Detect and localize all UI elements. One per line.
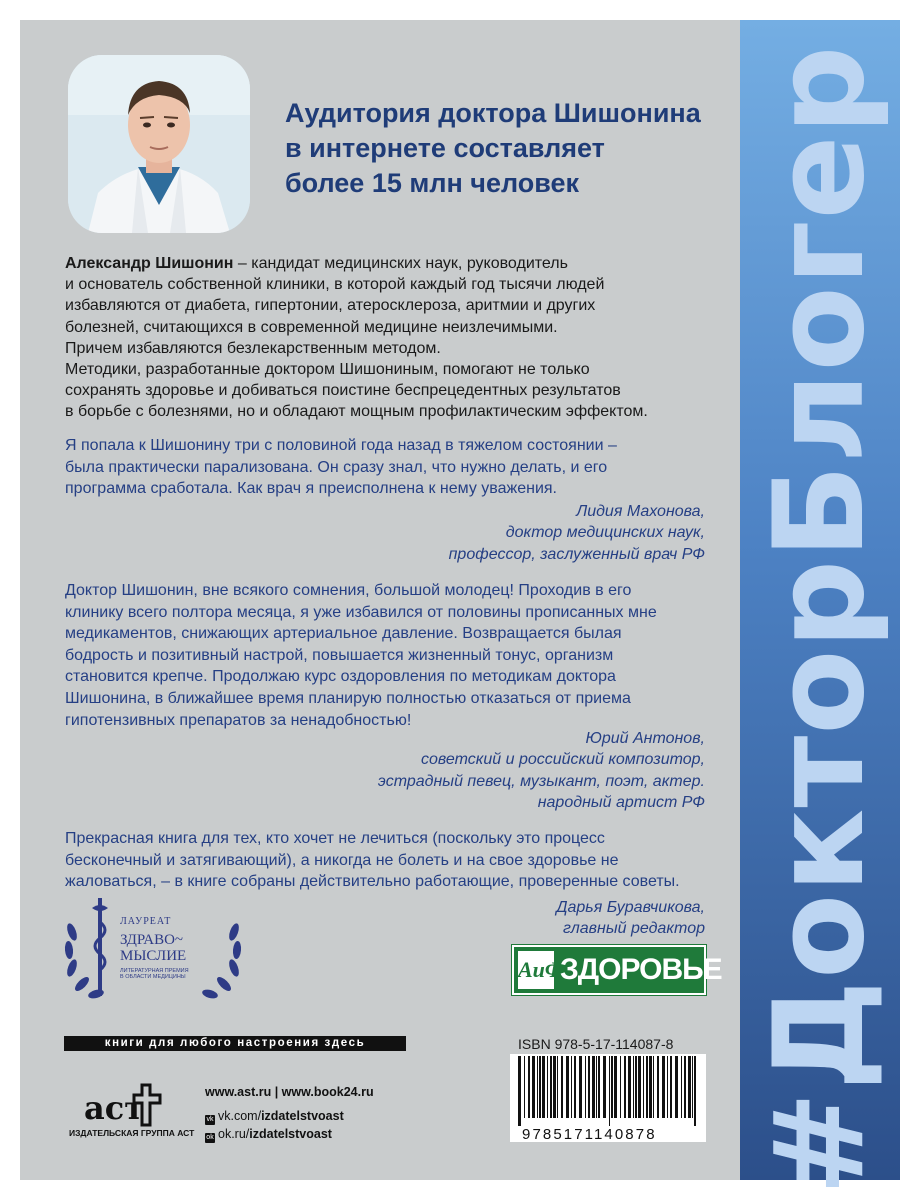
- quote-line: бесконечный и затягивающий), а никогда не болеть и на свое здоровье не: [65, 851, 619, 869]
- vk-link-prefix: vk.com/: [218, 1109, 262, 1123]
- headline-line: более 15 млн человек: [285, 168, 580, 198]
- testimonial-2: [65, 580, 715, 731]
- publisher-websites: www.ast.ru | www.book24.ru: [205, 1085, 374, 1099]
- barcode-bar: [667, 1056, 668, 1118]
- testimonial-2-signature: [378, 728, 705, 814]
- signature-line: советский и российский композитор,: [421, 751, 705, 769]
- barcode-bar: [611, 1056, 613, 1118]
- ast-logo: [84, 1083, 174, 1132]
- barcode-bar: [635, 1056, 637, 1118]
- signature-line: доктор медицинских наук,: [505, 524, 705, 542]
- author-bio: [65, 253, 715, 423]
- testimonial-3: [65, 828, 715, 893]
- vk-icon: vk: [206, 1116, 214, 1123]
- quote-line: Прекрасная книга для тех, кто хочет не лечиться (поскольку это процесс: [65, 830, 605, 847]
- publisher-links: [205, 1085, 374, 1145]
- ok-link-handle: izdatelstvoast: [249, 1127, 332, 1141]
- quote-line: Шишонина, в ближайшее время планирую полностью отказаться от приема: [65, 689, 631, 707]
- barcode-bar: [524, 1056, 525, 1118]
- bio-line: и основатель собственной клиники, в которой каждый год тысячи людей: [65, 276, 605, 294]
- quote-line: бодрость и позитивный настрой, повышается жизненный тонус, организм: [65, 646, 614, 664]
- spine-hashtag: #ДокторБлогер: [748, 44, 892, 1196]
- isbn-text: ISBN 978-5-17-114087-8: [518, 1036, 674, 1052]
- quote-line: Я попала к Шишонину три с половиной года назад в тяжелом состоянии –: [65, 437, 617, 454]
- barcode-bar: [624, 1056, 626, 1118]
- award-name-line: МЫСЛИЕ: [120, 948, 187, 964]
- bio-line: избавляются от диабета, гипертонии, атеросклероза, аритмии и других: [65, 297, 596, 315]
- barcode-bar: [553, 1056, 556, 1118]
- barcode-bar: [557, 1056, 558, 1118]
- barcode-bar: [684, 1056, 686, 1118]
- aif-logo-mark: АиФ: [518, 951, 554, 989]
- barcode-bar: [539, 1056, 541, 1118]
- vk-link[interactable]: [205, 1109, 374, 1127]
- aif-zdorovie-logo: [512, 945, 722, 995]
- barcode-bar: [528, 1056, 530, 1118]
- barcode-bar: [620, 1056, 621, 1118]
- barcode-bar: [579, 1056, 582, 1118]
- author-name: Александр Шишонин: [65, 255, 234, 272]
- barcode-bar: [628, 1056, 631, 1118]
- barcode-bar: [598, 1056, 600, 1118]
- barcode-bar: [643, 1056, 644, 1118]
- quote-line: программа сработала. Как врач я преисполнена к нему уважения.: [65, 480, 557, 498]
- barcode-bars: [510, 1054, 706, 1126]
- quote-line: гипотензивных препаратов за ненадобностью!: [65, 711, 412, 729]
- barcode-bar: [566, 1056, 569, 1118]
- barcode-bar: [571, 1056, 572, 1118]
- barcode-bar: [657, 1056, 659, 1118]
- barcode-bar: [649, 1056, 652, 1118]
- barcode-bar: [662, 1056, 665, 1118]
- barcode-bar: [596, 1056, 597, 1118]
- headline-line: Аудитория доктора Шишонина: [285, 98, 701, 128]
- spine-band: [740, 20, 900, 1196]
- headline-line: в интернете составляет: [285, 133, 605, 163]
- bio-line: Причем избавляются безлекарственным методом.: [65, 339, 441, 357]
- quote-line: медикаментов, снижающих артериальное давление. Возвращается былая: [65, 625, 622, 643]
- barcode-bar: [518, 1056, 521, 1126]
- barcode-bar: [588, 1056, 590, 1118]
- headline: [285, 96, 705, 201]
- ok-link[interactable]: [205, 1127, 374, 1145]
- award-desc-line: В ОБЛАСТИ МЕДИЦИНЫ: [120, 974, 186, 980]
- barcode-number: 9785171140878: [522, 1126, 657, 1143]
- barcode-bar: [653, 1056, 654, 1118]
- quote-line: жаловаться, – в книге собраны действительно работающие, проверенные советы.: [65, 873, 680, 891]
- barcode-bar: [585, 1056, 586, 1118]
- barcode-bar: [592, 1056, 595, 1118]
- signature-line: главный редактор: [563, 920, 705, 938]
- barcode-bar: [614, 1056, 617, 1118]
- barcode-bar: [681, 1056, 682, 1118]
- barcode-bar: [692, 1056, 693, 1118]
- barcode-bar: [646, 1056, 648, 1118]
- barcode-bar: [603, 1056, 606, 1118]
- barcode-bar: [675, 1056, 678, 1118]
- award-text: [120, 916, 189, 980]
- slogan-strip: книги для любого настроения здесь: [64, 1036, 406, 1051]
- aif-logo-word: ЗДОРОВЬЕ: [560, 953, 722, 986]
- award-laureate: ЛАУРЕАТ: [120, 916, 172, 927]
- bio-text: – кандидат медицинских наук, руководитель: [233, 255, 568, 272]
- barcode-bar: [547, 1056, 548, 1118]
- barcode-bar: [688, 1056, 691, 1118]
- barcode-bar: [633, 1056, 634, 1118]
- testimonial-1-signature: [449, 501, 705, 565]
- award-name-line: ЗДРАВО~: [120, 932, 184, 948]
- barcode-bar: [694, 1056, 696, 1126]
- barcode-bar: [638, 1056, 641, 1118]
- barcode-bar: [574, 1056, 576, 1118]
- barcode-bar: [609, 1056, 610, 1126]
- barcode-bar: [670, 1056, 672, 1118]
- quote-line: Доктор Шишонин, вне всякого сомнения, большой молодец! Проходив в его: [65, 582, 632, 599]
- quote-line: клинику всего полтора месяца, я уже избавился от половины прописанных мне: [65, 603, 657, 621]
- bio-line: болезней, считающихся в современной медицине неизлечимыми.: [65, 318, 558, 336]
- bio-line: в борьбе с болезнями, но и обладают мощным профилактическим эффектом.: [65, 403, 648, 421]
- signature-line: профессор, заслуженный врач РФ: [448, 545, 705, 563]
- barcode-bar: [561, 1056, 563, 1118]
- testimonial-1: [65, 435, 715, 500]
- testimonial-3-signature: [556, 897, 705, 940]
- bio-line: Методики, разработанные доктором Шишониным, помогают не только: [65, 361, 590, 379]
- barcode-bar: [542, 1056, 545, 1118]
- publisher-name: ИЗДАТЕЛЬСКАЯ ГРУППА АСТ: [69, 1128, 195, 1138]
- barcode-bar: [532, 1056, 535, 1118]
- signature-line: Дарья Буравчикова,: [556, 899, 705, 916]
- quote-line: была практически парализована. Он сразу знал, что нужно делать, и его: [65, 458, 608, 476]
- signature-line: эстрадный певец, музыкант, поэт, актер.: [377, 772, 705, 790]
- bio-line: сохранять здоровье и добиваться поистине беспрецедентных результатов: [65, 382, 621, 400]
- ast-logo-text: аст: [84, 1089, 145, 1127]
- signature-line: Лидия Махонова,: [576, 503, 705, 520]
- barcode-bar: [550, 1056, 552, 1118]
- award-desc-line: ЛИТЕРАТУРНАЯ ПРЕМИЯ: [120, 968, 189, 974]
- author-photo: [68, 55, 250, 233]
- ok-link-prefix: ok.ru/: [218, 1127, 250, 1141]
- quote-line: становится крепче. Продолжаю курс оздоровления по методикам доктора: [65, 668, 616, 686]
- vk-link-handle: izdatelstvoast: [261, 1109, 344, 1123]
- ok-icon: ok: [206, 1134, 214, 1141]
- signature-line: народный артист РФ: [537, 794, 705, 812]
- signature-line: Юрий Антонов,: [585, 730, 705, 747]
- barcode-bar: [537, 1056, 538, 1118]
